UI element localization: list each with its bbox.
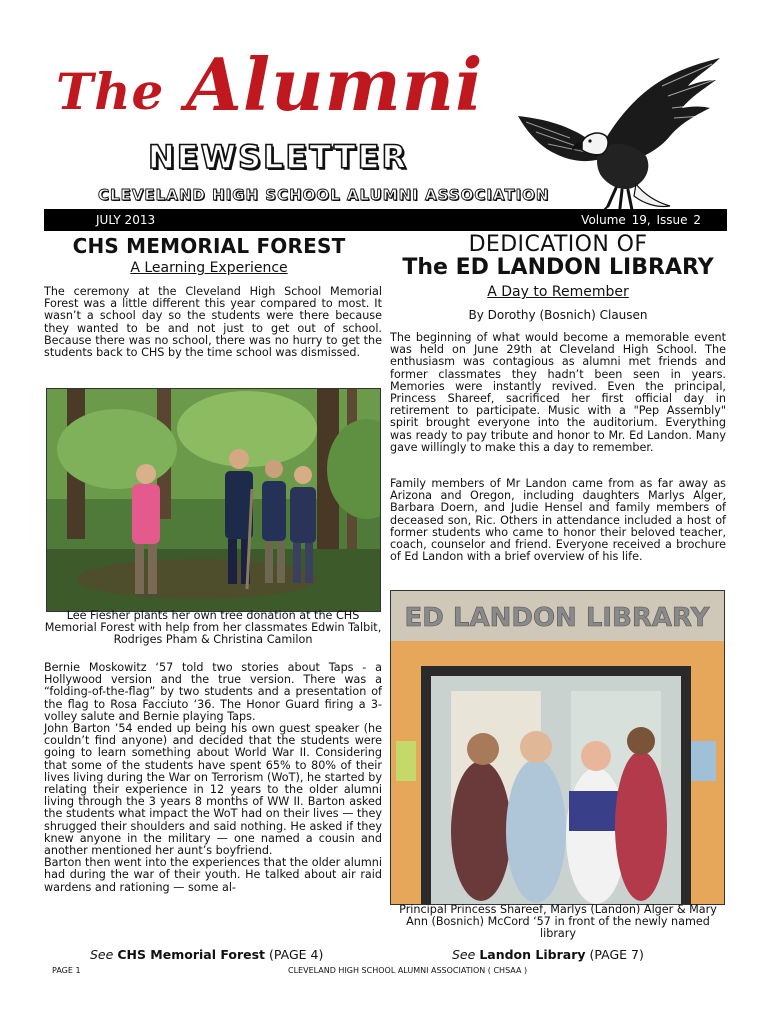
masthead-newsletter: NEWSLETTER [148, 138, 409, 176]
right-see-prefix: See [452, 947, 476, 962]
right-see-page: (PAGE 7) [589, 947, 644, 962]
right-subheadline: A Day to Remember [487, 284, 629, 300]
right-paragraph-2: Family members of Mr Landon came from as far away as Arizona and Oregon, including daughters Marlys Alger, Barbara Doern, and Judie Hensel and family members of deceased son, Ric. Others in attendance included a host of former students who came to honor their beloved teacher, coach, counselor and friend. Everyone received a brochure of Ed Landon with a brief overview of his life. [390, 477, 726, 564]
issue-volume: Volume 19, Issue 2 [581, 213, 701, 227]
footer-org: CLEVELAND HIGH SCHOOL ALUMNI ASSOCIATION ( CHSAA ) [288, 966, 528, 975]
left-see-page: (PAGE 4) [269, 947, 324, 962]
left-continued [90, 947, 323, 962]
masthead-association: CLEVELAND HIGH SCHOOL ALUMNI ASSOCIATION [98, 186, 550, 204]
right-paragraph-1: The beginning of what would become a memorable event was held on June 29th at Cleveland High School. The enthusiasm was contagious as alumni met friends and former classmates they hadn’t been seen in years. Memories were instantly revived. Even the principal, Princess Shareef, sacrificed her first official day in retirement to participate. Music with a "Pep Assembly" spirit brought everyone into the auditorium. Everything was ready to pay tribute and honor to Mr. Ed Landon. Many gave willingly to make this a day to remember. [390, 331, 726, 454]
library-sign-text: ED LANDON LIBRARY [404, 603, 710, 633]
forest-photo-caption: Lee Fiesher plants her own tree donation at the CHS Memorial Forest with help from her classmates Edwin Talbit, Rodriges Pham & Christina Camilon [44, 609, 382, 647]
forest-photo [46, 388, 381, 612]
left-body [44, 662, 382, 894]
masthead-the: The [56, 62, 165, 121]
left-paragraph-3: John Barton ’54 ended up being his own guest speaker (he couldn’t find anyone) and decided that the students were going to learn something about World War II. Considering that some of the students have spent 65% to 80% of their lives living during the War on Terrorism (WoT), he started by relating their experience in 12 years to the older alumni living through the 3 years 8 months of WW II. Barton asked the students what impact the WoT had on their lives — they shrugged their shoulders and said nothing. He asked if they knew anyone in the military — one named a cousin and another mentioned her aunt’s boyfriend. [44, 722, 382, 858]
right-continued [452, 947, 644, 962]
library-photo-caption: Principal Princess Shareef, Marlys (Landon) Alger & Mary Ann (Bosnich) McCord ‘57 in front of the newly named library [399, 903, 717, 941]
left-paragraph-4: Barton then went into the experiences that the older alumni had during the war of their youth. He talked about air raid wardens and rationing — some al- [44, 856, 382, 894]
issue-date: JULY 2013 [96, 213, 156, 227]
library-photo [390, 590, 725, 905]
right-see-title: Landon Library [479, 947, 586, 962]
right-byline: By Dorothy (Bosnich) Clausen [468, 308, 648, 322]
eagle-icon [512, 56, 724, 214]
left-paragraph-2: Bernie Moskowitz ‘57 told two stories about Taps - a Hollywood version and the true version. There was a “folding-of-the-flag” by two students and a presentation of the flag to Rosa Facciuto ‘36. The Honor Guard firing a 3-volley salute and Bernie playing Taps. [44, 661, 382, 723]
right-headline-2: The ED LANDON LIBRARY [402, 255, 714, 280]
page-number: PAGE 1 [52, 966, 81, 975]
masthead-alumni: Alumni [186, 42, 484, 127]
date-bar [44, 209, 727, 231]
left-see-prefix: See [90, 947, 114, 962]
right-headline-1: DEDICATION OF [468, 232, 648, 257]
left-see-title: CHS Memorial Forest [117, 947, 266, 962]
left-headline: CHS MEMORIAL FOREST [72, 234, 346, 258]
left-subheadline: A Learning Experience [130, 260, 288, 276]
left-paragraph-1: The ceremony at the Cleveland High School Memorial Forest was a little different this year compared to most. It wasn’t a school day so the students were there because they wanted to be and not just to get out of school. Because there was no school, there was no hurry to get the students back to CHS by the time school was dismissed. [44, 285, 382, 360]
